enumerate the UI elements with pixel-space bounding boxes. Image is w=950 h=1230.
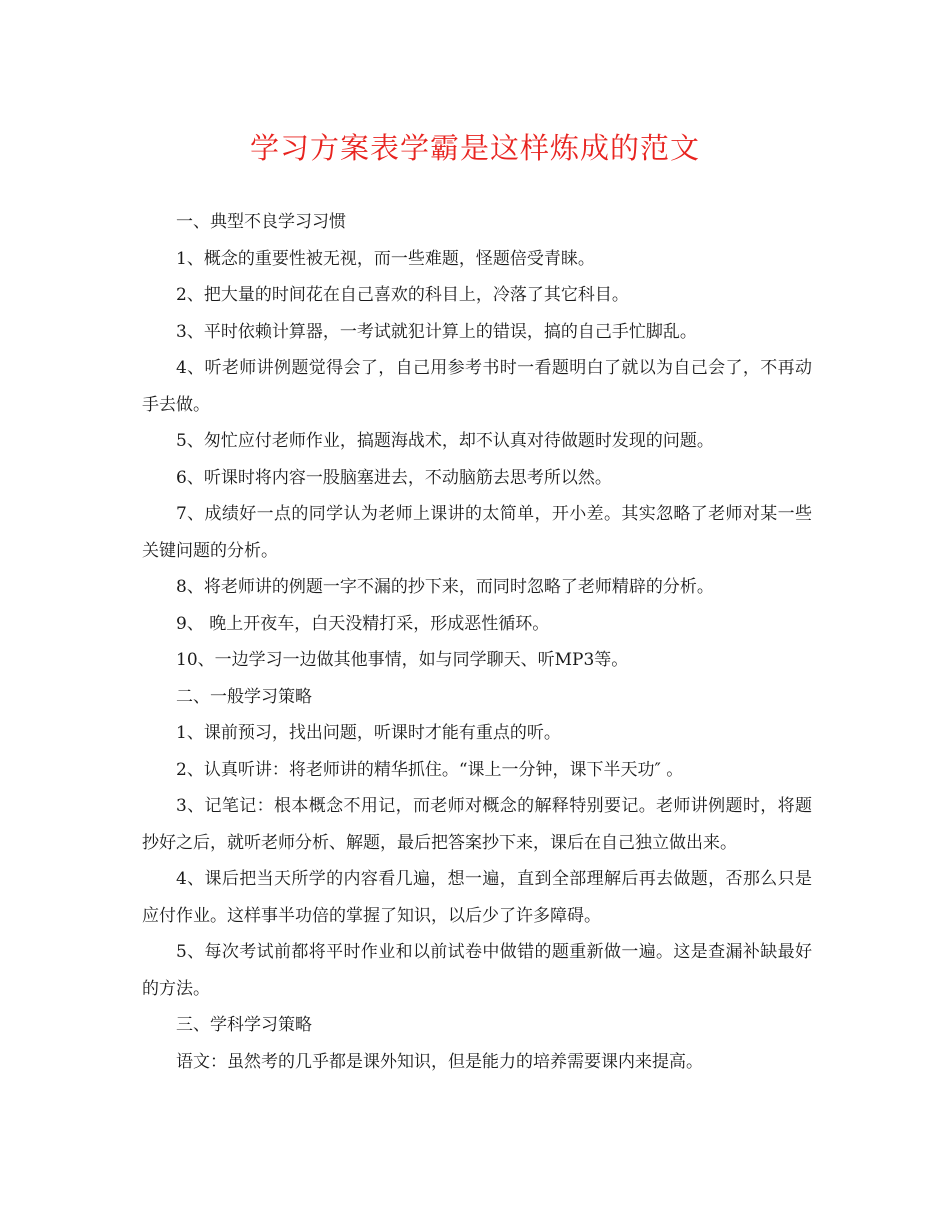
heading-subject-strategy: 三、学科学习策略 — [176, 1015, 312, 1035]
list-item: 7、成绩好一点的同学认为老师上课讲的太简单，开小差。其实忽略了老师对某一些关键问题的分析。 — [142, 504, 812, 561]
list-item: 1、概念的重要性被无视，而一些难题，怪题倍受青睐。 — [176, 248, 595, 269]
list-item: 2、把大量的时间花在自己喜欢的科目上，冷落了其它科目。 — [176, 285, 629, 305]
list-item: 9、 晚上开夜车，白天没精打采，形成恶性循环。 — [176, 613, 550, 634]
list-item: 5、匆忙应付老师作业，搞题海战术，却不认真对待做题时发现的问题。 — [176, 431, 714, 451]
heading-general-strategy: 二、一般学习策略 — [176, 686, 312, 707]
list-item: 4、课后把当天所学的内容看几遍，想一遍，直到全部理解后再去做题，否那么只是应付作业。这样事半功倍的掌握了知识，以后少了许多障碍。 — [142, 869, 812, 926]
list-item: 3、记笔记：根本概念不用记，而老师对概念的解释特别要记。老师讲例题时，将题抄好之后，就听老师分析、解题，最后把答案抄下来，课后在自己独立做出来。 — [142, 796, 812, 853]
list-item: 2、认真听讲：将老师讲的精华抓住。“课上一分钟，课下半天功″ 。 — [176, 759, 684, 780]
list-item: 10、一边学习一边做其他事情，如与同学聊天、听MP3等。 — [176, 650, 629, 670]
list-item: 1、课前预习，找出问题，听课时才能有重点的听。 — [176, 723, 561, 743]
document-title: 学习方案表学霸是这样炼成的范文 — [249, 131, 700, 165]
list-item: 语文：虽然考的几乎都是课外知识，但是能力的培养需要课内来提高。 — [176, 1051, 703, 1072]
list-item: 6、听课时将内容一股脑塞进去，不动脑筋去思考所以然。 — [176, 467, 612, 488]
list-item: 3、平时依赖计算器，一考试就犯计算上的错误，搞的自己手忙脚乱。 — [176, 321, 697, 342]
list-item: 4、听老师讲例题觉得会了，自己用参考书时一看题明白了就以为自己会了，不再动手去做。 — [142, 358, 812, 415]
list-item: 5、每次考试前都将平时作业和以前试卷中做错的题重新做一遍。这是查漏补缺最好的方法。 — [142, 942, 812, 999]
heading-bad-habits: 一、典型不良学习习惯 — [176, 212, 346, 232]
document-body — [142, 204, 812, 1080]
list-item: 8、将老师讲的例题一字不漏的抄下来，而同时忽略了老师精辟的分析。 — [176, 577, 714, 597]
